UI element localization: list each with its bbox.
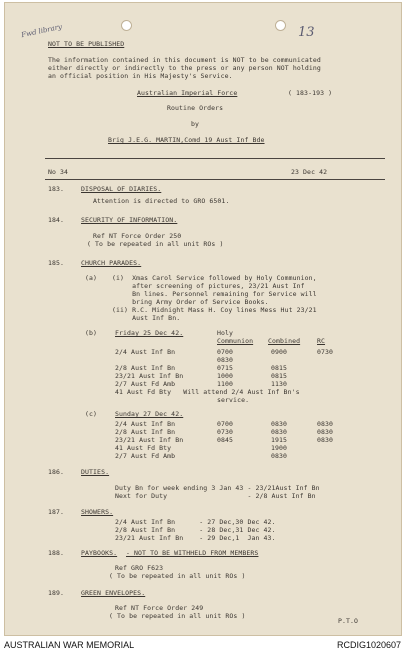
punch-hole-left [121,20,132,31]
item-number: 186. [48,468,65,476]
item-text: Next for Duty - 2/8 Aust Inf Bn [115,492,316,500]
warning-line: The information contained in this document is NOT to be communicated [48,56,321,64]
item-title: CHURCH PARADES. [81,259,142,267]
table-cell-combined: 0830 [271,428,288,436]
service-day: Sunday 27 Dec 42. [115,410,184,418]
order-date: 23 Dec 42 [291,168,328,176]
item-text: ( To be repeated in all unit ROs ) [109,612,246,620]
subitem-text: bring Army Order of Service Books. [112,298,269,306]
table-cell-combined: 0830 [271,452,288,460]
table-cell-unit: 2/8 Aust Inf Bn [115,428,176,436]
warning-line: an official position in His Majesty's Service. [48,72,233,80]
table-cell-holy: 0715 [217,364,234,372]
item-text: ( To be repeated in all unit ROs ) [109,572,246,580]
item-number: 184. [48,216,65,224]
by-line: by [191,120,200,128]
table-cell-unit: 2/7 Aust Fd Amb [115,452,176,460]
subitem-text: Bn lines. Personnel remaining for Service will [112,290,317,298]
item-text: ( To be repeated in all unit ROs ) [87,240,224,248]
table-cell-holy: 1100 [217,380,234,388]
item-title: DISPOSAL OF DIARIES. [81,185,162,193]
column-header: Holy [217,329,234,337]
table-cell-combined: 1915 [271,436,288,444]
subitem-text: Aust Inf Bn. [112,314,181,322]
table-cell-holy: 0700 0830 [217,348,234,364]
commander-line: Brig J.E.G. MARTIN,Comd 19 Aust Inf Bde [108,136,265,144]
table-cell-combined: 0900 [271,348,288,356]
table-cell-combined: 1900 [271,444,288,452]
table-cell-holy: 0845 [217,436,234,444]
pto-note: P.T.O [338,617,359,625]
item-number: 188. [48,549,65,557]
document-page [4,2,402,636]
item-text: Ref NT Force Order 250 [93,232,182,240]
column-header: Combined [268,337,301,345]
column-header: Communion [217,337,254,345]
order-range: ( 183-193 ) [288,89,333,97]
archive-footer [0,636,405,654]
item-title: PAYBOOKS. [81,549,118,557]
subitem-label: (c) [85,410,98,418]
table-cell-combined: 0815 [271,372,288,380]
service-note: service. [217,396,250,404]
table-cell-rc: 0830 [317,428,334,436]
warning-line: either directly or indirectly to the press or any person NOT holding [48,64,321,72]
table-cell-unit: 41 Aust Fd Bty [115,444,172,452]
table-cell-holy: 0730 [217,428,234,436]
table-cell-unit: 2/8 Aust Inf Bn [115,364,176,372]
table-cell-unit: 2/4 Aust Inf Bn [115,420,176,428]
force-title: Australian Imperial Force [137,89,238,97]
table-cell-combined: 0815 [271,364,288,372]
subitem-label: (a) [85,274,98,282]
subitem-text: (ii) R.C. Midnight Mass H. Coy lines Mess Hut 23/21 [112,306,317,314]
table-cell-combined: 0830 [271,420,288,428]
shower-row: 23/21 Aust Inf Bn - 29 Dec,1 Jan 43. [115,534,276,542]
item-text: Ref NT Force Order 249 [115,604,204,612]
item-title: SHOWERS. [81,508,114,516]
document-title: Routine Orders [167,104,224,112]
table-cell-unit: 2/4 Aust Inf Bn [115,348,176,356]
item-title: SECURITY OF INFORMATION. [81,216,178,224]
table-cell-unit: 2/7 Aust Fd Amb [115,380,176,388]
archive-record-id: RCDIG1020607 [336,640,401,650]
table-cell-rc: 0730 [317,348,334,356]
table-cell-combined: 1130 [271,380,288,388]
handwritten-corner-note: Fwd library [20,22,63,40]
item-text: Ref GRO F623 [115,564,164,572]
item-number: 189. [48,589,65,597]
item-subtitle: - NOT TO BE WITHHELD FROM MEMBERS [126,549,259,557]
handwritten-page-number: 13 [298,25,315,40]
header-rule-bottom [45,179,385,180]
header-rule [45,158,385,159]
table-cell-unit: 23/21 Aust Inf Bn [115,436,184,444]
item-title: GREEN ENVELOPES. [81,589,146,597]
column-header: RC [317,337,326,345]
subitem-label: (b) [85,329,98,337]
shower-row: 2/8 Aust Inf Bn - 28 Dec,31 Dec 42. [115,526,276,534]
restriction-heading: NOT TO BE PUBLISHED [48,40,125,48]
subitem-text: (i) Xmas Carol Service followed by Holy Communion, [112,274,317,282]
order-number: No 34 [48,168,69,176]
subitem-text: after screening of pictures, 23/21 Aust Inf [112,282,305,290]
service-day: Friday 25 Dec 42. [115,329,184,337]
table-cell-unit: 23/21 Aust Inf Bn [115,372,184,380]
table-cell-rc: 0830 [317,436,334,444]
item-number: 183. [48,185,65,193]
item-number: 187. [48,508,65,516]
item-text: Attention is directed to GRO 6501. [93,197,230,205]
shower-row: 2/4 Aust Inf Bn - 27 Dec,30 Dec 42. [115,518,276,526]
table-cell-rc: 0830 [317,420,334,428]
table-cell-holy: 0700 [217,420,234,428]
archive-name: AUSTRALIAN WAR MEMORIAL [4,640,135,650]
item-number: 185. [48,259,65,267]
service-note: 41 Aust Fd Bty Will attend 2/4 Aust Inf Bn's [115,388,300,396]
table-cell-holy: 1000 [217,372,234,380]
item-text: Duty Bn for week ending 3 Jan 43 - 23/21Aust Inf Bn [115,484,320,492]
item-title: DUTIES. [81,468,110,476]
punch-hole-right [275,20,286,31]
